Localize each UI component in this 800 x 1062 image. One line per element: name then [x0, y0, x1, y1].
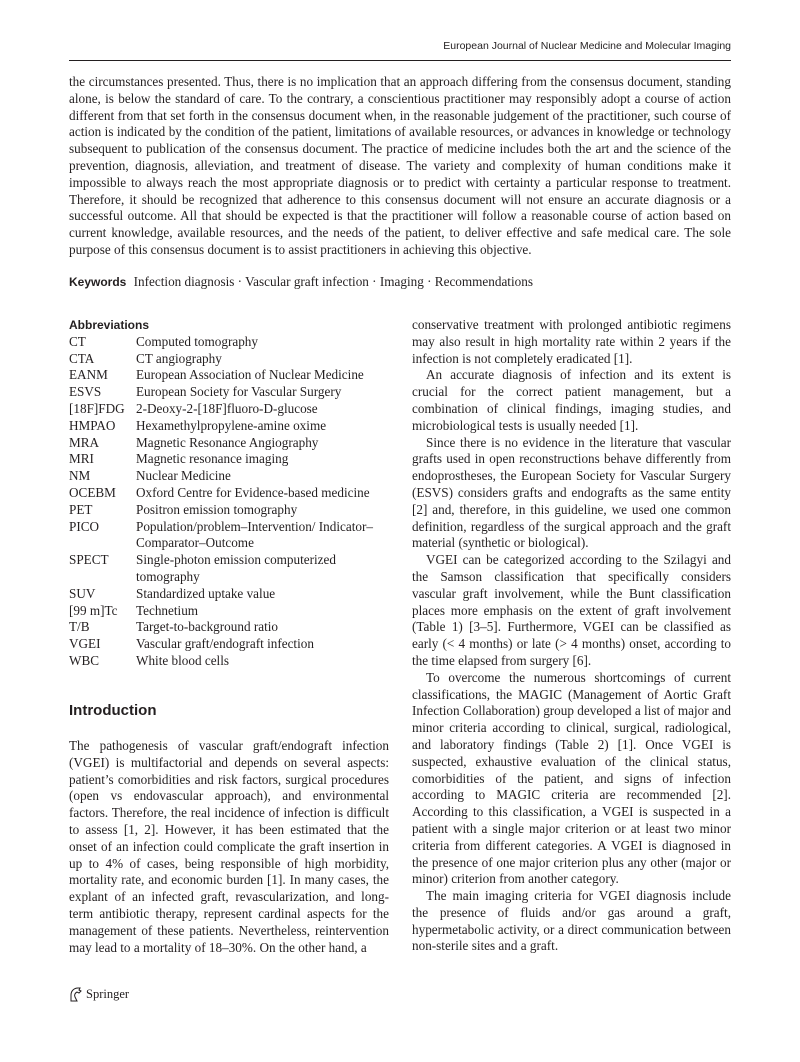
body-paragraph: conservative treatment with prolonged antibiotic regimens may also result in high mortality rate within 2 years if the infection is not completely eradicated [1]. [412, 317, 731, 366]
abbreviation-row [69, 552, 389, 586]
abbreviation-term: VGEI [69, 636, 101, 652]
abbreviation-row [69, 451, 389, 468]
abbreviation-row [69, 384, 389, 401]
abbreviation-row [69, 468, 389, 485]
abbreviation-term: MRI [69, 451, 94, 467]
abbreviation-definition: Nuclear Medicine [136, 468, 231, 484]
keywords-label: Keywords [69, 275, 127, 289]
abbreviation-term: EANM [69, 367, 108, 383]
publisher-name: Springer [86, 987, 130, 1001]
abbreviation-term: NM [69, 468, 91, 484]
abbreviation-definition: 2-Deoxy-2-[18F]fluoro-D-glucose [136, 400, 318, 416]
abbreviation-row [69, 334, 389, 351]
header-rule [69, 60, 731, 61]
abbreviation-definition: European Association of Nuclear Medicine [136, 367, 364, 383]
abbreviation-row [69, 351, 389, 368]
body-paragraph: The main imaging criteria for VGEI diagnosis include the presence of fluids and/or gas around a graft, hypermetabolic activity, or a direct communication between non-sterile sites and a graft. [412, 888, 731, 954]
left-column [69, 317, 389, 670]
abbreviation-term: CT [69, 333, 86, 349]
abbreviation-row [69, 603, 389, 620]
keywords-line [69, 274, 731, 291]
abbreviation-definition: Magnetic resonance imaging [136, 451, 289, 467]
keywords-text: Infection diagnosis · Vascular graft infection · Imaging · Recommendations [133, 274, 533, 289]
body-paragraph: Since there is no evidence in the literature that vascular grafts used in open reconstructions behave differently from endoprostheses, the European Society for Vascular Surgery (ESVS) considers grafts and endografts as the same entity [2] and, therefore, in this guideline, we used one common definition, regardless of the surgical approach and the graft material (synthetic or biological). [412, 434, 731, 551]
abbreviation-term: [18F]FDG [69, 400, 125, 416]
abbreviation-definition: Standardized uptake value [136, 585, 276, 601]
abbreviation-row [69, 485, 389, 502]
abbreviation-term: OCEBM [69, 484, 116, 500]
journal-header: European Journal of Nuclear Medicine and Molecular Imaging [443, 40, 731, 52]
body-paragraph: To overcome the numerous shortcomings of current classifications, the MAGIC (Management of Aortic Graft Infection Collaboration) group developed a list of major and minor criteria according to clinical, surgical, radiological, and laboratory findings (Table 2) [1]. Once VGEI is suspected, exhaustive evaluation of the clinical status, comorbidities of the patient, and signs of infection according to MAGIC criteria are recommended [2]. According to this classification, a VGEI is suspected in a patient with a single major criterion or at least two minor criteria from different categories. A VGEI is diagnosed in the presence of one major criterion plus any other (major or minor) criterion from another category. [412, 669, 731, 887]
abbreviation-row [69, 619, 389, 636]
abbreviation-term: HMPAO [69, 417, 116, 433]
abbreviation-row [69, 418, 389, 435]
abbreviation-row [69, 401, 389, 418]
abbreviation-definition: Oxford Centre for Evidence-based medicine [136, 484, 370, 500]
abbreviation-definition: Technetium [136, 602, 199, 618]
abbreviation-term: PICO [69, 518, 100, 534]
body-paragraph: VGEI can be categorized according to the Szilagyi and the Samson classification that specifically considers vascular graft involvement, while the Bunt classification places more emphasis on the extent of graft involvement (Table 1) [3–5]. Furthermore, VGEI can be classified as early (< 4 months) or late (> 4 months) onset, according to the time elapsed from surgery [6]. [412, 552, 731, 668]
abbreviation-row [69, 636, 389, 653]
abbreviation-term: CTA [69, 350, 95, 366]
abbreviation-definition: CT angiography [136, 350, 222, 366]
abbreviations-heading: Abbreviations [69, 318, 150, 332]
abbreviation-term: [99 m]Tc [69, 602, 118, 618]
abbreviation-definition: Population/problem–Intervention/ Indicator–Comparator–Outcome [136, 518, 373, 551]
abbreviation-definition: Single-photon emission computerized tomography [136, 552, 336, 584]
abbreviation-definition: Target-to-background ratio [136, 619, 279, 635]
body-paragraph: An accurate diagnosis of infection and its extent is crucial for the correct patient management, but a combination of clinical findings, imaging studies, and microbiological tests is usually needed [1]. [412, 367, 731, 433]
abbreviation-row [69, 502, 389, 519]
abbreviation-term: WBC [69, 652, 100, 668]
abbreviation-row [69, 519, 389, 553]
right-column [412, 317, 731, 955]
abbreviation-definition: White blood cells [136, 652, 230, 668]
footer [69, 987, 129, 1002]
abbreviation-term: PET [69, 501, 93, 517]
abbreviation-term: ESVS [69, 384, 102, 400]
abbreviation-term: T/B [69, 619, 90, 635]
abbreviation-definition: European Society for Vascular Surgery [136, 384, 342, 400]
abbreviation-row [69, 586, 389, 603]
abstract-paragraph: the circumstances presented. Thus, there is no implication that an approach differing from the consensus document, standing alone, is below the standard of care. To the contrary, a conscientious practitioner may responsibly adopt a course of action different from that set forth in the consensus document when, in the reasonable judgement of the practitioner, such course of action is indicated by the condition of the patient, limitations of available resources, or advances in knowledge or technology subsequent to publication of the consensus document. The practice of medicine includes both the art and the science of the prevention, diagnosis, alleviation, and treatment of disease. The variety and complexity of human conditions make it impossible to always reach the most appropriate diagnosis or to predict with certainty a particular response to treatment. Therefore, it should be recognized that adherence to this consensus document will not ensure an accurate diagnosis or a successful outcome. All that should be expected is that the practitioner will follow a reasonable course of action based on current knowledge, available resources, and the needs of the patient, to deliver effective and safe medical care. The sole purpose of this consensus document is to assist practitioners in achieving this objective. [69, 74, 731, 257]
abbreviations-table [69, 334, 389, 670]
abbreviation-definition: Vascular graft/endograft infection [136, 636, 314, 652]
abbreviation-definition: Hexamethylpropylene-amine oxime [136, 417, 327, 433]
springer-horse-icon [69, 987, 82, 1002]
introduction-heading: Introduction [69, 702, 157, 719]
abbreviation-definition: Computed tomography [136, 333, 258, 349]
abbreviation-term: MRA [69, 434, 100, 450]
introduction-paragraph: The pathogenesis of vascular graft/endograft infection (VGEI) is multifactorial and depends on several aspects: patient’s comorbidities and risk factors, surgical procedures (open vs endovascular approach), and environmental factors. Therefore, the real incidence of infection is difficult to assess [1, 2]. However, it has been estimated that the onset of an infection could complicate the graft insertion in up to 4% of cases, being responsible of high morbidity, mortality rate, and economic burden [1]. In many cases, the explant of an infected graft, revascularization, and long-term antibiotic therapy, represent cardinal aspects for the management of these patients. Nevertheless, reintervention may lead to a mortality of 18–30%. On the other hand, a [69, 738, 389, 955]
abbreviation-row [69, 367, 389, 384]
abbreviation-term: SPECT [69, 552, 109, 568]
abbreviation-row [69, 653, 389, 670]
abbreviation-row [69, 435, 389, 452]
abbreviation-term: SUV [69, 585, 96, 601]
abbreviation-definition: Positron emission tomography [136, 501, 298, 517]
abbreviation-definition: Magnetic Resonance Angiography [136, 434, 319, 450]
